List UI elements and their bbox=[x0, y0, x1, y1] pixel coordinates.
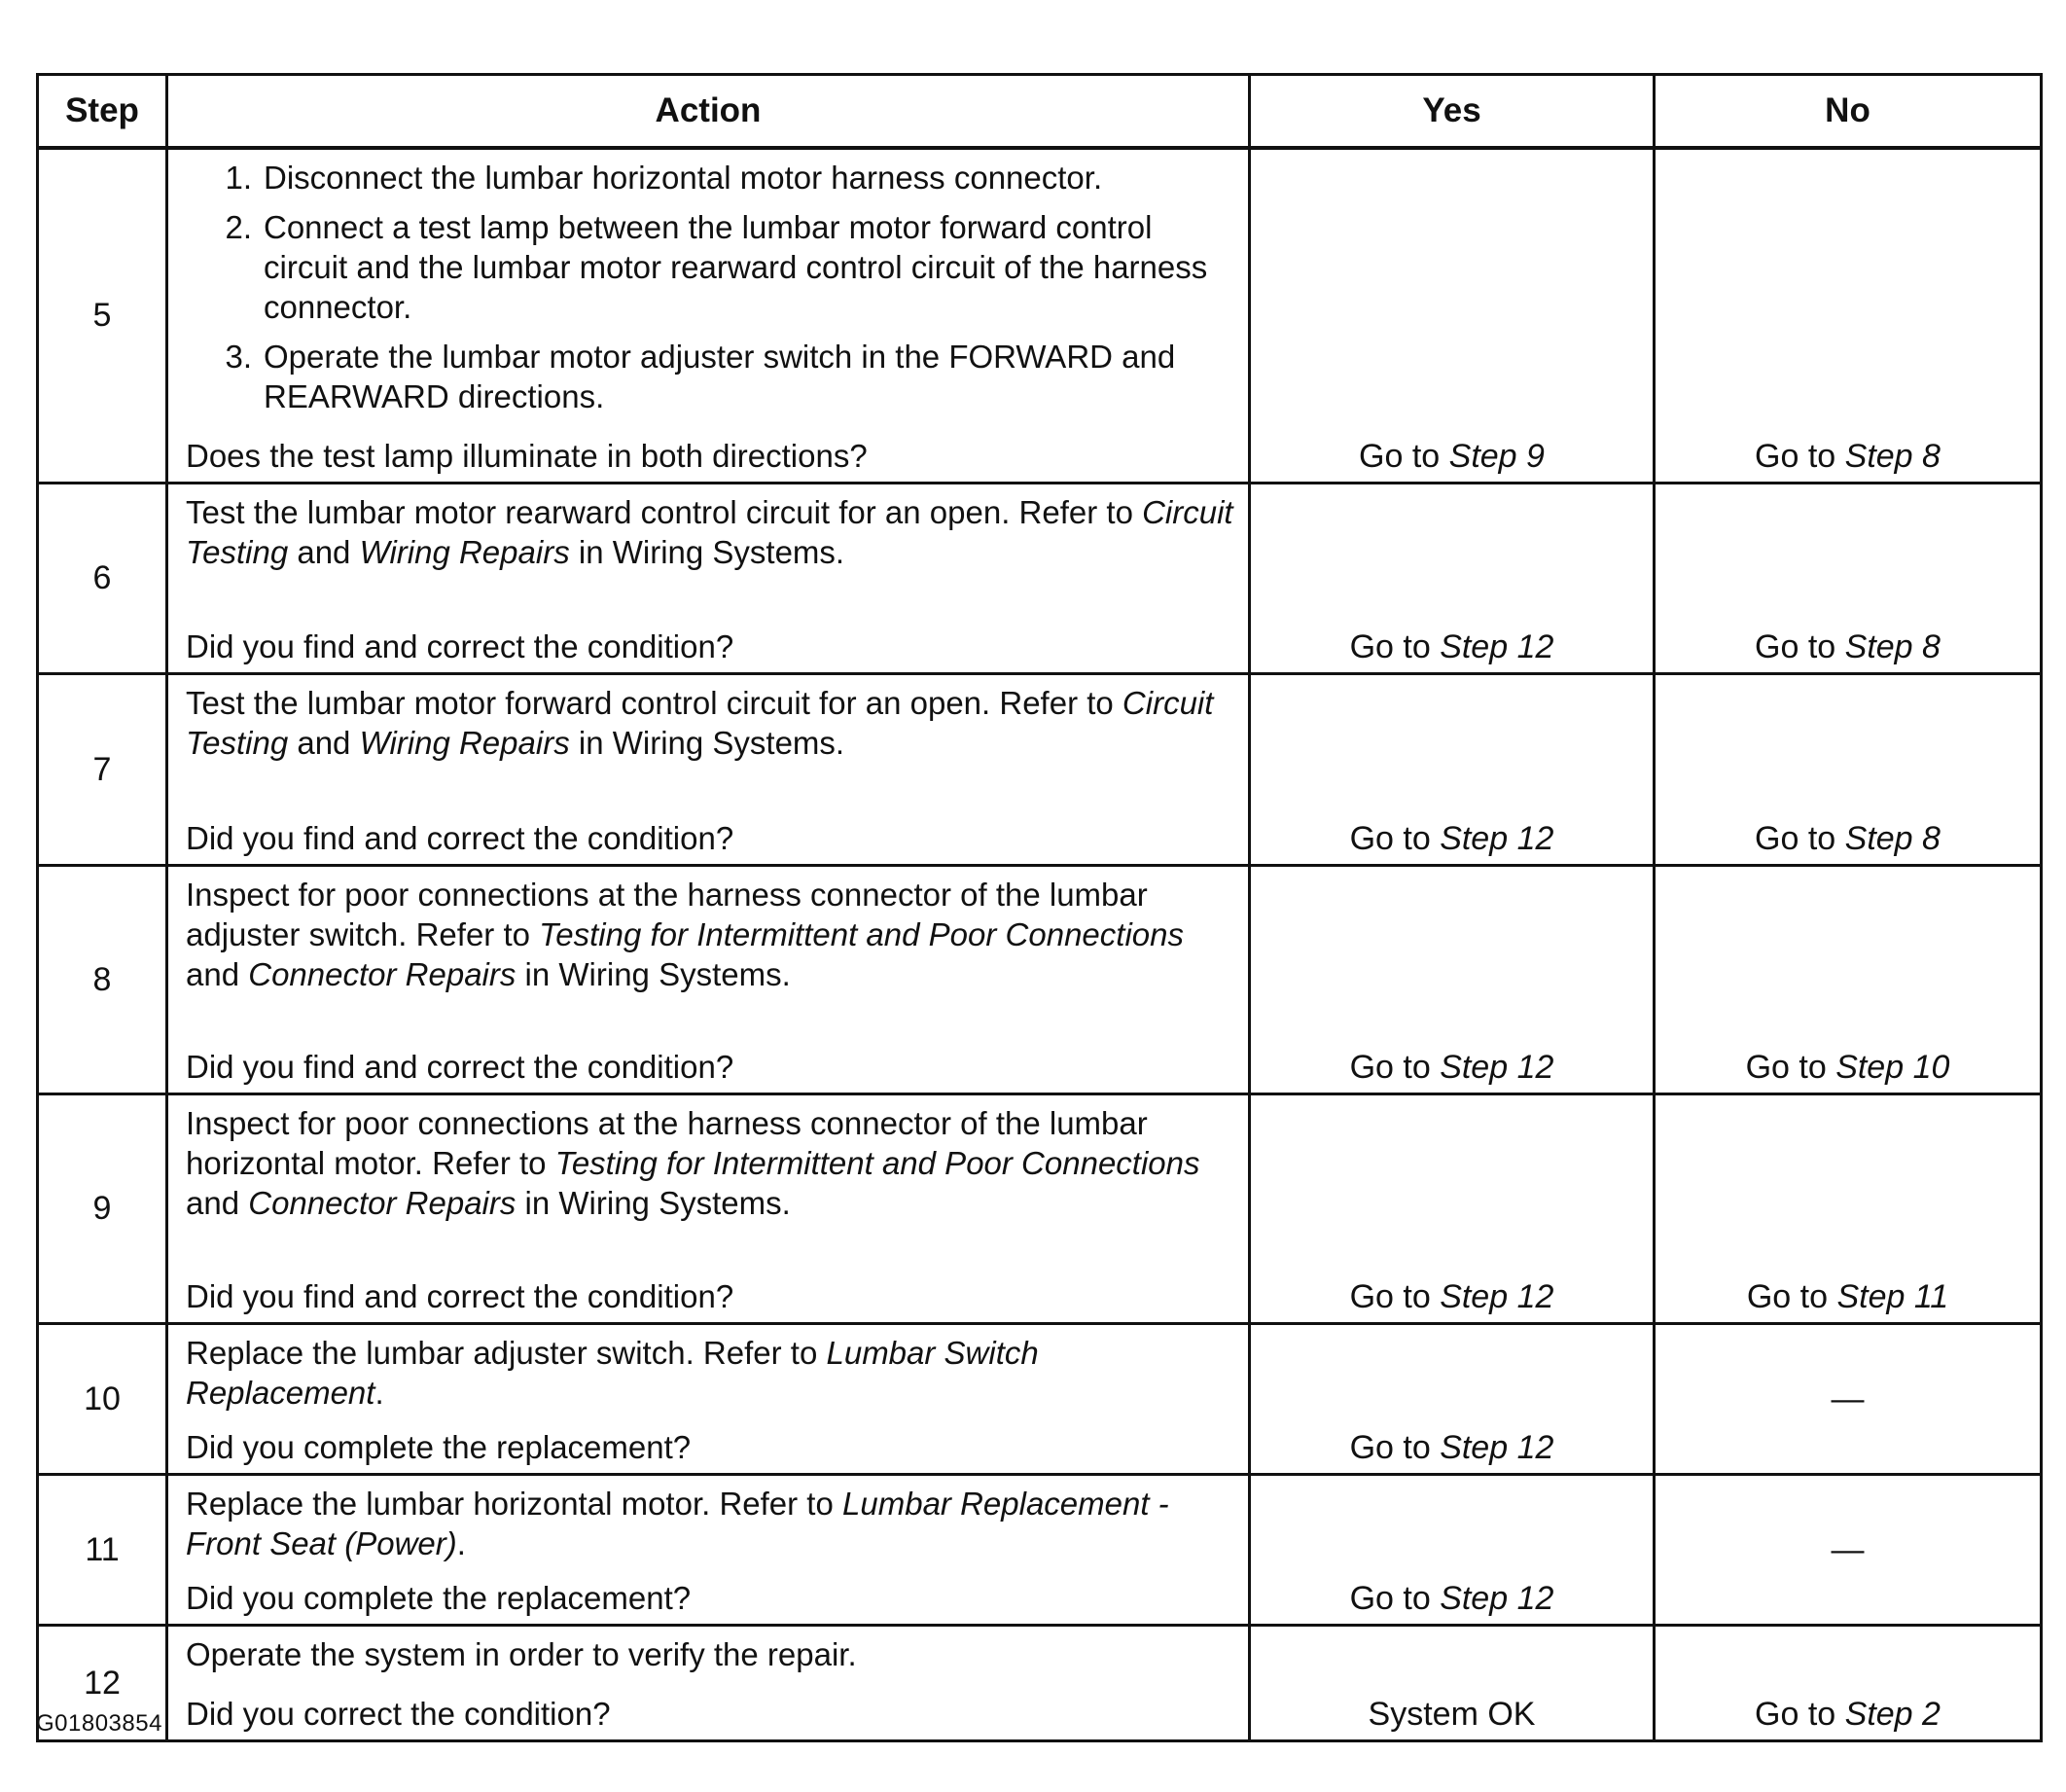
step-number: 5 bbox=[38, 148, 167, 484]
manual-reference: Circuit Testing bbox=[186, 494, 1233, 570]
no-step-reference: Step 8 bbox=[1844, 628, 1941, 665]
no-outcome bbox=[1655, 148, 2042, 484]
step-number: 7 bbox=[38, 674, 167, 866]
action-step-item bbox=[186, 207, 1236, 327]
action-text: Inspect for poor connections at the harness connector of the lumbar horizontal motor. Refer to bbox=[186, 1105, 1148, 1181]
action-step-number: 2. bbox=[225, 209, 252, 245]
table-row bbox=[38, 674, 2042, 866]
manual-reference: Lumbar Switch Replacement bbox=[186, 1335, 1039, 1411]
manual-reference: Wiring Repairs bbox=[359, 534, 570, 570]
table-row bbox=[38, 866, 2042, 1094]
step-number: 11 bbox=[38, 1475, 167, 1626]
yes-prefix: Go to bbox=[1359, 438, 1449, 475]
yes-outcome bbox=[1250, 866, 1655, 1094]
figure-id: G01803854 bbox=[36, 1710, 162, 1737]
yes-prefix: Go to bbox=[1349, 820, 1441, 857]
manual-reference: Testing for Intermittent and Poor Connections bbox=[554, 1145, 1200, 1181]
action-text: Replace the lumbar horizontal motor. Refer to bbox=[186, 1486, 843, 1522]
action-cell bbox=[167, 1475, 1250, 1626]
no-step-reference: Step 10 bbox=[1835, 1049, 1950, 1086]
yes-step-reference: Step 12 bbox=[1440, 1049, 1554, 1086]
table-row bbox=[38, 148, 2042, 484]
no-prefix: Go to bbox=[1745, 1049, 1836, 1086]
header-row bbox=[38, 75, 2042, 149]
action-text: Replace the lumbar adjuster switch. Refer to bbox=[186, 1335, 827, 1371]
no-outcome: — bbox=[1655, 1475, 2042, 1626]
action-step-text: Disconnect the lumbar horizontal motor harness connector. bbox=[264, 160, 1103, 196]
diagnostic-table bbox=[36, 73, 2043, 1742]
yes-outcome bbox=[1250, 674, 1655, 866]
no-outcome bbox=[1655, 866, 2042, 1094]
action-cell bbox=[167, 1094, 1250, 1324]
action-step-item bbox=[186, 158, 1236, 197]
step-number: 12 bbox=[38, 1626, 167, 1741]
no-step-reference: Step 8 bbox=[1844, 438, 1941, 475]
action-description bbox=[186, 683, 1236, 763]
action-steps-list bbox=[186, 158, 1236, 426]
header-yes: Yes bbox=[1250, 75, 1655, 149]
manual-reference: Connector Repairs bbox=[248, 956, 516, 992]
action-question: Did you find and correct the condition? bbox=[186, 628, 734, 664]
yes-outcome bbox=[1250, 484, 1655, 674]
action-text: and bbox=[186, 1185, 249, 1221]
action-description bbox=[186, 875, 1236, 994]
action-question: Did you find and correct the condition? bbox=[186, 1049, 734, 1085]
header-step: Step bbox=[38, 75, 167, 149]
yes-outcome bbox=[1250, 148, 1655, 484]
action-description bbox=[186, 1333, 1236, 1413]
action-step-item bbox=[186, 337, 1236, 416]
no-outcome bbox=[1655, 674, 2042, 866]
table-row bbox=[38, 484, 2042, 674]
action-step-text: Connect a test lamp between the lumbar motor forward control circuit and the lumbar motor rearward control circuit of the harness connector. bbox=[264, 209, 1208, 325]
yes-step-reference: Step 12 bbox=[1440, 1429, 1554, 1466]
action-step-number: 1. bbox=[225, 160, 252, 196]
action-text: and bbox=[288, 534, 360, 570]
yes-step-reference: Step 12 bbox=[1440, 1580, 1554, 1617]
action-cell bbox=[167, 674, 1250, 866]
action-text: and bbox=[186, 956, 249, 992]
no-prefix: Go to bbox=[1755, 1696, 1845, 1733]
yes-prefix: Go to bbox=[1349, 1429, 1441, 1466]
action-text: in Wiring Systems. bbox=[516, 956, 791, 992]
action-cell bbox=[167, 1324, 1250, 1475]
no-step-reference: Step 2 bbox=[1844, 1696, 1941, 1733]
no-prefix: Go to bbox=[1755, 438, 1845, 475]
action-description bbox=[186, 492, 1236, 572]
manual-reference: Wiring Repairs bbox=[359, 725, 570, 761]
yes-outcome bbox=[1250, 1324, 1655, 1475]
step-number: 8 bbox=[38, 866, 167, 1094]
yes-step-reference: Step 12 bbox=[1440, 1278, 1554, 1315]
yes-prefix: Go to bbox=[1349, 1049, 1441, 1086]
action-description bbox=[186, 1484, 1236, 1563]
yes-step-reference: Step 12 bbox=[1440, 820, 1554, 857]
step-number: 6 bbox=[38, 484, 167, 674]
action-question: Did you correct the condition? bbox=[186, 1696, 611, 1732]
no-prefix: Go to bbox=[1746, 1278, 1837, 1315]
table-row bbox=[38, 1626, 2042, 1741]
yes-prefix: Go to bbox=[1349, 628, 1441, 665]
manual-reference: Testing for Intermittent and Poor Connections bbox=[539, 916, 1184, 952]
yes-step-reference: Step 12 bbox=[1440, 628, 1554, 665]
yes-outcome bbox=[1250, 1475, 1655, 1626]
action-cell bbox=[167, 866, 1250, 1094]
action-text: in Wiring Systems. bbox=[516, 1185, 791, 1221]
manual-reference: Lumbar Replacement - Front Seat (Power) bbox=[186, 1486, 1169, 1561]
manual-reference: Circuit Testing bbox=[186, 685, 1214, 761]
action-text: Test the lumbar motor forward control circuit for an open. Refer to bbox=[186, 685, 1122, 721]
table-row bbox=[38, 1094, 2042, 1324]
action-description: Operate the system in order to verify the repair. bbox=[186, 1636, 857, 1672]
yes-outcome bbox=[1250, 1094, 1655, 1324]
manual-reference: Connector Repairs bbox=[248, 1185, 516, 1221]
no-step-reference: Step 8 bbox=[1844, 820, 1941, 857]
action-cell bbox=[167, 484, 1250, 674]
no-prefix: Go to bbox=[1755, 628, 1845, 665]
yes-outcome: System OK bbox=[1250, 1626, 1655, 1741]
step-number: 9 bbox=[38, 1094, 167, 1324]
header-no: No bbox=[1655, 75, 2042, 149]
table-row bbox=[38, 1324, 2042, 1475]
action-step-number: 3. bbox=[225, 339, 252, 375]
action-text: . bbox=[374, 1375, 384, 1411]
action-text: in Wiring Systems. bbox=[569, 534, 845, 570]
yes-prefix: Go to bbox=[1349, 1278, 1441, 1315]
action-question: Did you complete the replacement? bbox=[186, 1429, 692, 1465]
no-outcome bbox=[1655, 1626, 2042, 1741]
action-cell bbox=[167, 1626, 1250, 1741]
no-outcome bbox=[1655, 484, 2042, 674]
action-step-text: Operate the lumbar motor adjuster switch in the FORWARD and REARWARD directions. bbox=[264, 339, 1176, 414]
yes-step-reference: Step 9 bbox=[1448, 438, 1545, 475]
action-cell bbox=[167, 148, 1250, 484]
no-step-reference: Step 11 bbox=[1836, 1278, 1949, 1315]
action-description bbox=[186, 1103, 1236, 1223]
action-question: Did you find and correct the condition? bbox=[186, 1278, 734, 1314]
action-text: Inspect for poor connections at the harness connector of the lumbar adjuster switch. Refer to bbox=[186, 877, 1148, 952]
action-text: and bbox=[288, 725, 360, 761]
action-question: Did you find and correct the condition? bbox=[186, 820, 734, 856]
action-text: Test the lumbar motor rearward control circuit for an open. Refer to bbox=[186, 494, 1143, 530]
no-prefix: Go to bbox=[1755, 820, 1845, 857]
action-question: Did you complete the replacement? bbox=[186, 1580, 692, 1616]
table-row bbox=[38, 1475, 2042, 1626]
action-text: . bbox=[456, 1525, 466, 1561]
step-number: 10 bbox=[38, 1324, 167, 1475]
yes-prefix: Go to bbox=[1349, 1580, 1441, 1617]
header-action: Action bbox=[167, 75, 1250, 149]
no-outcome bbox=[1655, 1094, 2042, 1324]
no-outcome: — bbox=[1655, 1324, 2042, 1475]
action-question: Does the test lamp illuminate in both directions? bbox=[186, 438, 868, 474]
action-text: in Wiring Systems. bbox=[569, 725, 845, 761]
